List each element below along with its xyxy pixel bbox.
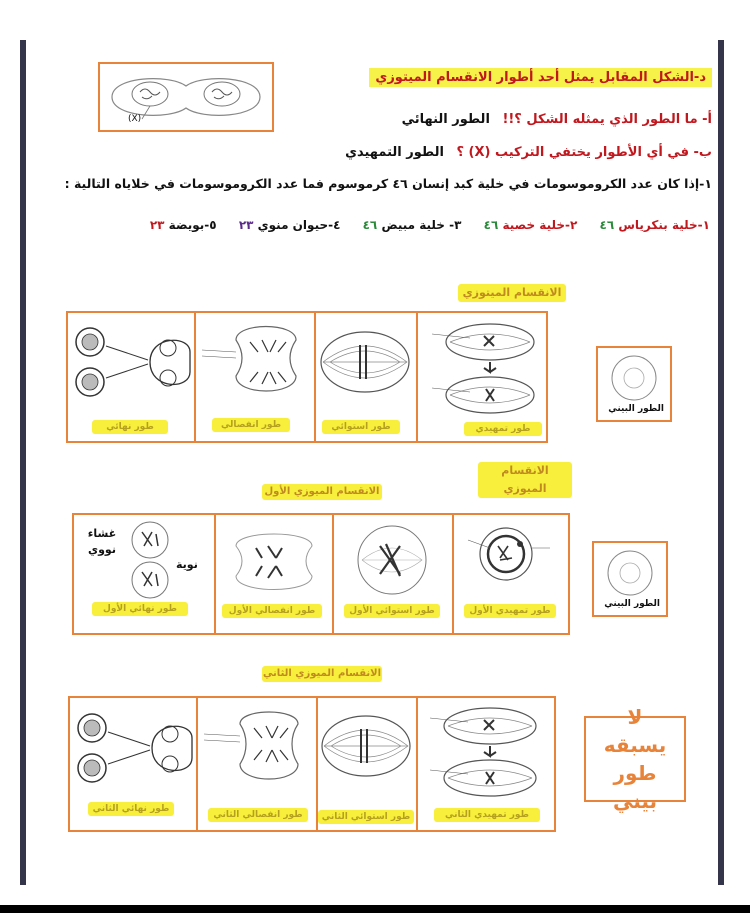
meiosis1-telophase-label: طور نهائي الأول (92, 602, 188, 616)
mitosis-prophase-label: طور تمهيدي (464, 422, 542, 436)
answer-a: الطور النهائي (401, 112, 490, 127)
mitosis-title: الانقسام الميتوزي (458, 284, 566, 302)
answer-2-value: ٤٦ (483, 218, 499, 232)
no-interphase-text: لا يسبقه طور بيني (603, 705, 667, 813)
no-interphase-box (584, 705, 686, 813)
answer-4-label: ٤-حيوان منوي (257, 218, 341, 232)
answer-1-value: ٤٦ (599, 218, 615, 232)
answer-5-value: ٢٣ (149, 218, 165, 232)
question-d-heading: د-الشكل المقابل يمثل أحد أطوار الانقسام الميتوزي (369, 68, 712, 87)
meiosis-interphase-label: الطور البيني (604, 599, 660, 609)
meiosis2-metaphase-label: طور استوائي الثاني (318, 810, 414, 824)
answer-3-label: ٣- خلية مبيض (381, 218, 462, 232)
mitosis-interphase-label: الطور البيني (608, 404, 664, 414)
answer-5-label: ٥-بويضة (168, 218, 217, 232)
meiosis1-anaphase-label: طور انفصالي الأول (222, 604, 322, 618)
question-a-text: أ- ما الطور الذي يمثله الشكل ؟!! (502, 112, 712, 127)
answer-2-label: ٢-خلية خصية (502, 218, 578, 232)
answer-b: الطور التمهيدي (345, 145, 444, 160)
mitosis-anaphase-label: طور انفصالي (212, 418, 290, 432)
answer-3-value: ٤٦ (362, 218, 378, 232)
answer-4-value: ٢٣ (238, 218, 254, 232)
meiosis2-telophase-label: طور نهائي الثاني (88, 802, 174, 816)
answer-1-label: ١-خلية بنكرياس (618, 218, 710, 232)
meiosis1-prophase-label: طور تمهيدي الأول (464, 604, 556, 618)
question-b-text: ب- في أي الأطوار يختفي التركيب (X) ؟ (456, 145, 712, 160)
meiosis-title: الانقسام الميوزي (478, 462, 572, 498)
x-label: (X) (128, 114, 142, 124)
meiosis1-subtitle: الانقسام الميوزي الأول (262, 484, 382, 500)
meiosis2-anaphase-label: طور انفصالي الثاني (208, 808, 308, 822)
mitosis-metaphase-label: طور استوائي (322, 420, 400, 434)
mitosis-telophase-label: طور نهائي (92, 420, 168, 434)
question-c: ١-إذا كان عدد الكروموسومات في خلية كبد إنسان ٤٦ كرموسوم فما عدد الكروموسومات في خلاياه التالية : (64, 176, 712, 191)
meiosis1-metaphase-label: طور استوائي الأول (344, 604, 440, 618)
nuclear-membrane-label: غشاء نووي (87, 527, 117, 556)
meiosis2-prophase-label: طور تمهيدي الثاني (434, 808, 540, 822)
nucleolus-label: نوية (176, 558, 198, 571)
meiosis2-subtitle: الانقسام الميوزي الثاني (262, 666, 382, 682)
